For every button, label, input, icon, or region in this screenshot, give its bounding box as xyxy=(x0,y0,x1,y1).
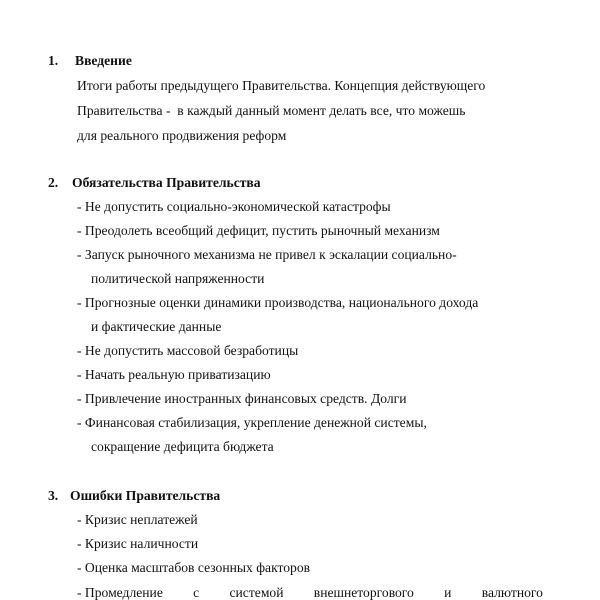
section-1-paragraph-line: Правительства - в каждый данный момент делать все, что можешь xyxy=(77,103,466,118)
word: с xyxy=(193,585,200,600)
section-2-list-item: - Запуск рыночного механизма не привел к эскалации социально- xyxy=(77,247,457,262)
section-2-list-item: - Преодолеть всеобщий дефицит, пустить рыночный механизм xyxy=(77,223,440,238)
section-1-paragraph-line: Итоги работы предыдущего Правительства. Концепция действующего xyxy=(77,78,486,93)
word: - Промедление xyxy=(77,585,163,600)
word: и xyxy=(444,585,452,600)
word: внешнеторгового xyxy=(313,585,414,600)
section-3-list-item: - Кризис наличности xyxy=(77,536,199,551)
section-2-list-item: - Не допустить массовой безработицы xyxy=(77,343,299,358)
section-1-title: Введение xyxy=(75,53,132,68)
word: системой xyxy=(229,585,284,600)
section-1-paragraph-line: для реального продвижения реформ xyxy=(77,128,287,143)
section-2-list-item: - Не допустить социально-экономической катастрофы xyxy=(77,199,391,214)
section-3-justified-line xyxy=(77,585,543,600)
section-2-list-item: - Начать реальную приватизацию xyxy=(77,367,271,382)
section-3-list-item: - Кризис неплатежей xyxy=(77,512,198,527)
section-2-list-item-continuation: сокращение дефицита бюджета xyxy=(91,439,274,454)
section-2-list-item: - Прогнозные оценки динамики производства, национального дохода xyxy=(77,295,479,310)
section-1-number: 1. xyxy=(48,53,59,68)
section-2-list-item-continuation: и фактические данные xyxy=(91,319,222,334)
section-3-list-item: - Оценка масштабов сезонных факторов xyxy=(77,560,311,575)
section-3-title: Ошибки Правительства xyxy=(70,488,221,503)
section-3-number: 3. xyxy=(48,488,59,503)
word: валютного xyxy=(481,585,543,600)
section-2-number: 2. xyxy=(48,175,59,190)
section-2-list-item-continuation: политической напряженности xyxy=(91,271,265,286)
section-2-list-item: - Финансовая стабилизация, укрепление денежной системы, xyxy=(77,415,427,430)
section-2-list-item: - Привлечение иностранных финансовых средств. Долги xyxy=(77,391,407,406)
section-2-title: Обязательства Правительства xyxy=(72,175,261,190)
